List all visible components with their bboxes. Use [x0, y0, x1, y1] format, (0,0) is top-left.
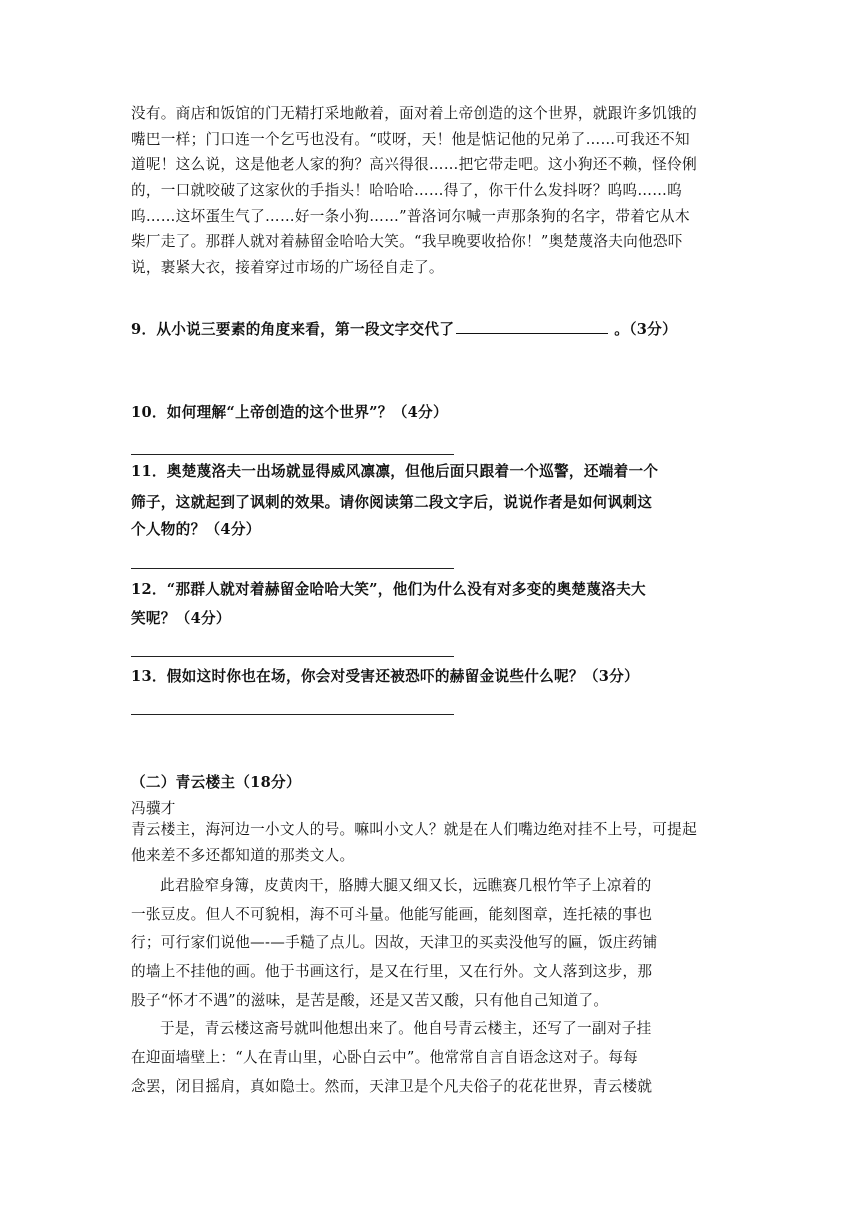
passage-line: 在迎面墙壁上：“人在青山里，心卧白云中”。他常常自言自语念这对子。每每: [131, 1049, 639, 1066]
question-12-line: 笑呢？（4分）: [131, 610, 231, 627]
passage-line: 股子“怀才不遇”的滋味，是苦是酸，还是又苦又酸，只有他自己知道了。: [131, 992, 609, 1009]
answer-line[interactable]: [131, 714, 454, 715]
answer-line[interactable]: [131, 656, 454, 657]
author: 冯骥才: [131, 800, 176, 817]
answer-blank[interactable]: [456, 319, 608, 334]
passage-line: 的墙上不挂他的画。他于书画这行，是又在行里，又在行外。文人落到这步，那: [131, 963, 653, 980]
question-9: [131, 319, 677, 340]
passage-line: 嘴巴一样；门口连一个乞丐也没有。“哎呀，天！他是惦记他的兄弟了……可我还不知: [131, 131, 690, 148]
passage-line: 一张豆皮。但人不可貌相，海不可斗量。他能写能画，能刻图章，连托裱的事也: [131, 906, 653, 923]
question-12-line: 12．“那群人就对着赫留金哈哈大笑”，他们为什么没有对多变的奥楚蔑洛夫大: [131, 581, 646, 598]
passage-line: 于是，青云楼这斋号就叫他想出来了。他自号青云楼主，还写了一副对子挂: [160, 1020, 652, 1037]
answer-line[interactable]: [131, 568, 454, 569]
question-11-line: 筛子，这就起到了讽刺的效果。请你阅读第二段文字后，说说作者是如何讽刺这: [131, 494, 653, 511]
passage-line: 柴厂走了。那群人就对着赫留金哈哈大笑。“我早晚要收拾你！”奥楚蔑洛夫向他恐吓: [131, 233, 683, 250]
answer-line[interactable]: [131, 454, 454, 455]
question-10: 10．如何理解“上帝创造的这个世界”？（4分）: [131, 404, 448, 421]
question-9-score: 。（3分）: [614, 321, 677, 338]
passage-line: 此君脸窄身簿，皮黄肉干，胳膊大腿又细又长，远瞧赛几根竹竿子上凉着的: [160, 877, 652, 894]
question-9-text: 9．从小说三要素的角度来看，第一段文字交代了: [131, 321, 455, 338]
passage-line: 的，一口就咬破了这家伙的手指头！哈哈哈……得了，你干什么发抖呀？呜呜……呜: [131, 182, 683, 199]
section-heading: （二）青云楼主（18分）: [131, 774, 301, 791]
passage-line: 说，裹紧大衣，接着穿过市场的广场径自走了。: [131, 259, 444, 276]
passage-line: 行；可行家们说他—-—手糙了点儿。因故，天津卫的买卖没他写的匾，饭庄药铺: [131, 934, 658, 951]
passage-line: 道呢！这么说，这是他老人家的狗？高兴得很……把它带走吧。这小狗还不赖，怪伶俐: [131, 156, 697, 173]
passage-line: 呜……这坏蛋生气了……好一条小狗……”普洛诃尔喊一声那条狗的名字，带着它从木: [131, 208, 690, 225]
passage-line: 青云楼主，海河边一小文人的号。嘛叫小文人？就是在人们嘴边绝对挂不上号，可提起: [131, 821, 697, 838]
passage-line: 没有。商店和饭馆的门无精打采地敞着，面对着上帝创造的这个世界，就跟许多饥饿的: [131, 105, 697, 122]
question-13: 13．假如这时你也在场，你会对受害还被恐吓的赫留金说些什么呢？（3分）: [131, 668, 639, 685]
question-11-line: 个人物的？（4分）: [131, 521, 261, 538]
question-11-line: 11．奥楚蔑洛夫一出场就显得威风凛凛，但他后面只跟着一个巡警，还端着一个: [131, 463, 659, 480]
passage-line: 念罢，闭目摇肩，真如隐士。然而，天津卫是个凡夫俗子的花花世界，青云楼就: [131, 1078, 653, 1095]
passage-line: 他来差不多还都知道的那类文人。: [131, 847, 355, 864]
